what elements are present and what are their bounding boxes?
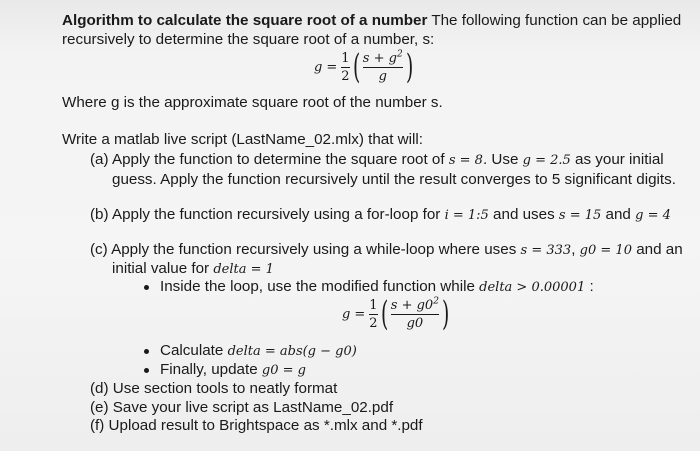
item-b-text-mid: and uses — [493, 206, 555, 223]
item-c-text: (c) Apply the function recursively using a while-loop where uses — [90, 241, 517, 258]
bullet-3 — [144, 368, 149, 373]
bullet-2-label: Calculate — [160, 342, 224, 359]
formula-1-coefficient — [341, 51, 349, 84]
item-b-math-i: i = 1:5 — [444, 208, 489, 223]
bullet-1-label: Inside the loop, use the modified function while — [160, 278, 475, 295]
where-line: Where g is the approximate square root of the number s. — [62, 94, 443, 111]
item-c-text-post: and an — [636, 241, 683, 258]
exponent: 2 — [396, 49, 403, 60]
item-b-text: (b) Apply the function recursively using a for-loop for — [90, 206, 441, 223]
item-f: (f) Upload result to Brightspace as *.mlx and *.pdf — [90, 417, 423, 434]
left-paren: ( — [352, 47, 360, 87]
item-c-math-s: s = 333 — [520, 243, 572, 258]
header-line-1 — [62, 12, 681, 30]
formula-2-fraction — [391, 298, 439, 331]
item-e: (e) Save your live script as LastName_02.pdf — [90, 399, 394, 416]
item-a-line-2: guess. Apply the function recursively until the result converges to 5 significant digits. — [112, 171, 676, 188]
item-b-math-s: s = 15 — [558, 208, 602, 223]
item-c-comma: , — [571, 241, 576, 258]
exponent: 2 — [433, 296, 439, 307]
bullet-2-math: delta = abs(g − g0) — [227, 344, 357, 359]
bullet-1 — [144, 285, 149, 290]
fraction-numerator: s + g0 — [390, 297, 434, 313]
item-a-math-s: s = 8 — [448, 153, 483, 168]
coef-denominator: 2 — [341, 68, 350, 84]
bullet-3-math: g0 = g — [261, 363, 306, 378]
item-c-math-g0: g0 = 10 — [579, 243, 632, 258]
item-a-math-g: g = 2.5 — [522, 153, 571, 168]
item-c-line-2-text: initial value for — [112, 260, 210, 277]
bullet-2-text — [160, 342, 357, 361]
bullet-3-label: Finally, update — [160, 361, 258, 378]
header-line-2: recursively to determine the square root of a number, s: — [62, 31, 435, 48]
formula-1 — [314, 47, 416, 87]
formula-2-lhs: g — [342, 306, 351, 322]
item-b — [90, 206, 671, 225]
document-title: Algorithm to calculate the square root of a number — [62, 12, 428, 29]
formula-2-equals: = — [354, 306, 366, 322]
bullet-2 — [144, 349, 149, 354]
right-paren: ) — [405, 47, 413, 87]
coef-numerator: 1 — [341, 50, 350, 66]
coef-denominator: 2 — [369, 315, 378, 331]
coef-numerator: 1 — [369, 297, 378, 313]
item-c-math-delta: delta = 1 — [213, 262, 274, 277]
bullet-3-text — [160, 361, 306, 380]
item-a-line-1 — [90, 151, 664, 170]
item-d: (d) Use section tools to neatly format — [90, 380, 338, 397]
item-a-text-mid: . Use — [482, 151, 519, 168]
formula-1-lhs: g — [314, 59, 323, 75]
item-a-text-post: as your initial — [575, 151, 664, 168]
fraction-denominator: g — [378, 68, 387, 84]
formula-2-coefficient — [369, 298, 377, 331]
right-paren: ) — [441, 294, 450, 334]
formula-1-equals: = — [326, 59, 338, 75]
item-b-text-and: and — [605, 206, 631, 223]
item-c-line-1 — [90, 241, 683, 260]
fraction-numerator: s + g — [362, 50, 397, 66]
item-c-line-2 — [112, 260, 274, 279]
formula-2 — [342, 294, 452, 334]
intro-line: Write a matlab live script (LastName_02.mlx) that will: — [62, 131, 423, 148]
item-a-text: (a) Apply the function to determine the square root of — [90, 151, 445, 168]
item-b-math-g: g = 4 — [635, 208, 671, 223]
bullet-1-text — [160, 278, 594, 297]
header-line-1-rest: The following function can be applied — [427, 12, 682, 29]
left-paren: ( — [380, 294, 388, 334]
formula-1-fraction — [363, 51, 403, 84]
bullet-1-math: delta > 0.00001 — [479, 280, 586, 295]
bullet-1-colon: : — [589, 278, 594, 295]
fraction-denominator: g0 — [406, 315, 424, 331]
